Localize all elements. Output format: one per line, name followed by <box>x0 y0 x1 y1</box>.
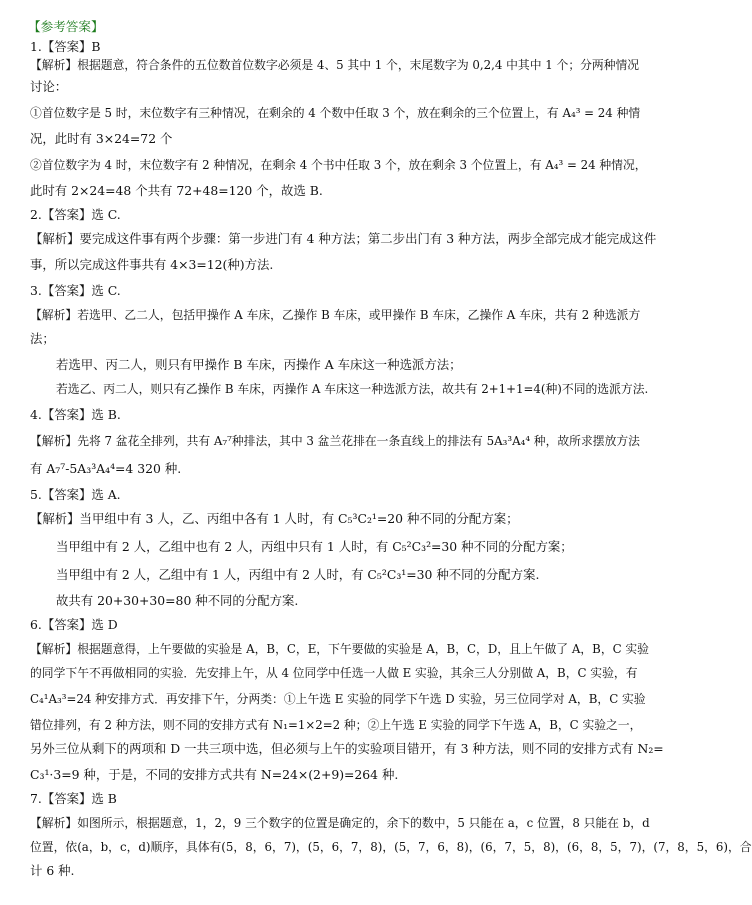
answer-line: 【解析】根据题意，符合条件的五位数首位数字必须是 4、5 其中 1 个，末尾数字为 0,2,4 中其中 1 个；分两种情况 <box>30 58 640 72</box>
answer-line: ①首位数字是 5 时，末位数字有三种情况，在剩余的 4 个数中任取 3 个，放在剩余的三个位置上，有 A₄³ = 24 种情 <box>30 106 641 120</box>
answer-line: 的同学下午不再做相同的实验．先安排上午，从 4 位同学中任选一人做 E 实验，其余三人分别做 A，B，C 实验，有 <box>30 666 638 680</box>
answer-line: 【解析】如图所示，根据题意，1，2，9 三个数字的位置是确定的，余下的数中，5 只能在 a，c 位置，8 只能在 b，d <box>30 816 650 830</box>
answer-line: 1.【答案】B <box>30 39 101 54</box>
answer-line: 当甲组中有 2 人，乙组中有 1 人，丙组中有 2 人时，有 C₅²C₃¹=30 种不同的分配方案. <box>56 567 540 582</box>
answer-line: 【解析】要完成这件事有两个步骤：第一步进门有 4 种方法；第二步出门有 3 种方法，两步全部完成才能完成这件 <box>30 231 657 246</box>
answer-line: 【解析】先将 7 盆花全排列，共有 A₇⁷种排法，其中 3 盆兰花排在一条直线上的排法有 5A₃³A₄⁴ 种，故所求摆放方法 <box>30 434 640 448</box>
answer-line: 5.【答案】选 A. <box>30 487 121 502</box>
answer-line: C₃¹·3=9 种，于是，不同的安排方式共有 N=24×(2+9)=264 种. <box>30 767 399 782</box>
answer-line: 若选乙、丙二人，则只有乙操作 B 车床，丙操作 A 车床这一种选派方法，故共有 2+1+1=4(种)不同的选派方法. <box>56 382 649 396</box>
answer-line: 另外三位从剩下的两项和 D 一共三项中选，但必须与上午的实验项目错开，有 3 种方法，则不同的安排方式有 N₂= <box>30 741 664 756</box>
answer-line: 此时有 2×24=48 个共有 72+48=120 个，故选 B. <box>30 183 323 198</box>
answer-line: 位置，依(a，b，c，d)顺序，具体有(5，8，6，7)，(5，6，7，8)，(5，7，6，8)，(6，7，5，8)，(6，8，5，7)，(7，8，5，6)，合 <box>30 840 752 854</box>
answer-line: 当甲组中有 2 人，乙组中也有 2 人，丙组中只有 1 人时，有 C₅²C₃²=30 种不同的分配方案； <box>56 539 573 554</box>
reference-answer-header: 【参考答案】 <box>28 19 104 34</box>
answer-line: 计 6 种. <box>30 863 75 878</box>
answer-line: 法； <box>30 331 55 346</box>
answer-line: 故共有 20+30+30=80 种不同的分配方案. <box>56 593 299 608</box>
answer-line: 【解析】当甲组中有 3 人，乙、丙组中各有 1 人时，有 C₅³C₂¹=20 种不同的分配方案； <box>30 511 519 526</box>
answer-line: ②首位数字为 4 时，末位数字有 2 种情况，在剩余 4 个书中任取 3 个，放在剩余 3 个位置上，有 A₄³ = 24 种情况， <box>30 158 647 172</box>
answer-line: 2.【答案】选 C. <box>30 207 121 222</box>
answer-line: 【解析】若选甲、乙二人，包括甲操作 A 车床，乙操作 B 车床，或甲操作 B 车床，乙操作 A 车床，共有 2 种选派方 <box>30 308 641 322</box>
answer-line: 4.【答案】选 B. <box>30 407 121 422</box>
answer-line: 讨论： <box>30 79 68 94</box>
answer-line: C₄¹A₃³=24 种安排方式．再安排下午，分两类：①上午选 E 实验的同学下午选 D 实验，另三位同学对 A，B，C 实验 <box>30 692 646 706</box>
answer-line: 事，所以完成这件事共有 4×3=12(种)方法. <box>30 257 274 272</box>
answer-line: 6.【答案】选 D <box>30 617 118 632</box>
answer-line: 况，此时有 3×24=72 个 <box>30 131 173 146</box>
answer-line: 3.【答案】选 C. <box>30 283 121 298</box>
answer-line: 7.【答案】选 B <box>30 791 117 806</box>
answer-line: 若选甲、丙二人，则只有甲操作 B 车床，丙操作 A 车床这一种选派方法； <box>56 357 462 372</box>
answer-line: 有 A₇⁷-5A₃³A₄⁴=4 320 种. <box>30 461 182 476</box>
answer-line: 错位排列，有 2 种方法，则不同的安排方式有 N₁=1×2=2 种；②上午选 E 实验的同学下午选 A，B，C 实验之一， <box>30 718 642 732</box>
answer-line: 【解析】根据题意得，上午要做的实验是 A，B，C，E，下午要做的实验是 A，B，C，D，且上午做了 A，B，C 实验 <box>30 642 649 656</box>
